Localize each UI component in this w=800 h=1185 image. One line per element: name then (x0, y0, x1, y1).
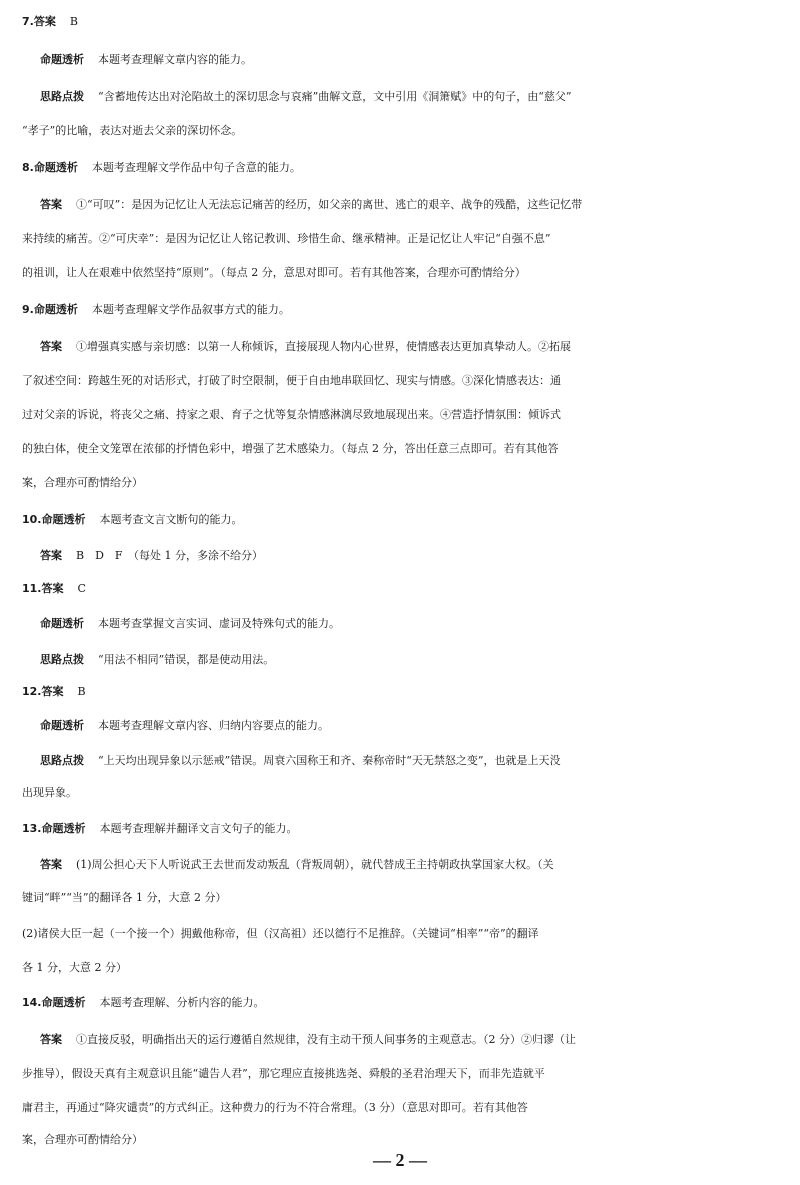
q9-intent-row (22, 300, 800, 320)
q13-answer-line1: (1)周公担心天下人听说武王去世而发动叛乱（背叛周朝），就代替成王主持朝政执掌国家大权。（关 (76, 858, 554, 871)
q10-intent: 本题考查文言文断句的能力。 (99, 513, 243, 526)
q10-answer-label: 答案 (40, 549, 62, 562)
q11-answer-label: 答案 (41, 582, 64, 595)
q14-answer-label: 答案 (40, 1033, 62, 1046)
q12-number: 12. (22, 685, 42, 698)
q12-answer: B (77, 685, 86, 698)
q7-intent-label: 命题透析 (40, 53, 84, 66)
q8-answer-label: 答案 (40, 198, 62, 211)
q9-intent: 本题考查理解文学作品叙事方式的能力。 (91, 303, 290, 316)
q13-number: 13. (22, 822, 42, 835)
q14-intent-row (22, 993, 800, 1013)
q7-hint-label: 思路点拨 (40, 90, 84, 103)
q10-number: 10. (22, 513, 42, 526)
q14-answer-line2: 步推导），假设天真有主观意识且能“谴告人君”，那它理应直接挑选尧、舜般的圣君治理天下，而非先造就平 (22, 1067, 545, 1080)
q8-intent-label: 命题透析 (33, 161, 78, 174)
q9-answer-row (40, 337, 800, 357)
q7-hint-line2: “孝子”的比喻，表达对逝去父亲的深切怀念。 (22, 124, 243, 137)
q9-answer-line4: 的独白体，使全文笼罩在浓郁的抒情色彩中，增强了艺术感染力。（每点 2 分，答出任意三点即可。若有其他答 (22, 442, 559, 455)
q13-intent-row (22, 819, 800, 839)
q7-number: 7. (22, 15, 34, 28)
q8-intent: 本题考查理解文学作品中句子含意的能力。 (91, 161, 301, 174)
q11-answer-row (22, 579, 800, 599)
q12-hint-line2: 出现异象。 (22, 786, 77, 799)
q12-intent-label: 命题透析 (40, 719, 84, 732)
q9-intent-label: 命题透析 (33, 303, 78, 316)
q14-answer-row (40, 1030, 800, 1050)
q13-answer-line2: 键词“畔”“当”的翻译各 1 分，大意 2 分） (22, 891, 227, 904)
q13-answer-line4: 各 1 分，大意 2 分） (22, 961, 127, 974)
q8-number: 8. (22, 161, 34, 174)
q12-hint-line1: “上天均出现异象以示惩戒”错误。周衰六国称王和齐、秦称帝时“天无禁怒之变”，也就是上天没 (98, 754, 561, 767)
q10-intent-row (22, 510, 800, 530)
q14-intent: 本题考查理解、分析内容的能力。 (99, 996, 265, 1009)
q8-answer-line3: 的祖训，让人在艰难中依然坚持“原则”。（每点 2 分，意思对即可。若有其他答案，合理亦可酌情给分） (22, 266, 526, 279)
q14-answer-line4: 案，合理亦可酌情给分） (22, 1133, 143, 1146)
q10-answer-row (40, 546, 800, 566)
q7-hint-line1: “含蓄地传达出对沦陷故土的深切思念与哀痛”曲解文意，文中引用《洞箫赋》中的句子，由“慈父” (98, 90, 572, 103)
q7-answer: B (69, 15, 78, 28)
q14-intent-label: 命题透析 (41, 996, 86, 1009)
q14-answer-line1: ①直接反驳，明确指出天的运行遵循自然规律，没有主动干预人间事务的主观意志。（2 分）②归谬（让 (76, 1033, 576, 1046)
q7-hint-row (40, 87, 800, 107)
q7-answer-row (22, 12, 800, 32)
q9-answer-line3: 过对父亲的诉说，将丧父之痛、持家之艰、育子之忧等复杂情感淋漓尽致地展现出来。④营造抒情氛围：倾诉式 (22, 408, 561, 421)
q8-intent-row (22, 158, 800, 178)
q9-answer-line5: 案，合理亦可酌情给分） (22, 476, 143, 489)
q8-answer-line2: 来持续的痛苦。②“可庆幸”：是因为记忆让人铭记教训、珍惜生命、继承精神。正是记忆让人牢记“自强不息” (22, 232, 551, 245)
q11-intent: 本题考查掌握文言实词、虚词及特殊句式的能力。 (98, 617, 340, 630)
q10-intent-label: 命题透析 (41, 513, 86, 526)
q10-answer: B D F （每处 1 分，多涂不给分） (76, 549, 264, 562)
q7-intent: 本题考查理解文章内容的能力。 (98, 53, 252, 66)
q11-hint-row (40, 650, 800, 670)
q11-hint: “用法不相同”错误，都是使动用法。 (98, 653, 275, 666)
q11-intent-row (40, 614, 800, 634)
q12-answer-label: 答案 (41, 685, 64, 698)
q12-hint-label: 思路点拨 (40, 754, 84, 767)
q7-answer-label: 答案 (33, 15, 56, 28)
q8-answer-line1: ①“可叹”：是因为记忆让人无法忘记痛苦的经历，如父亲的离世、逃亡的艰辛、战争的残酷，这些记忆带 (76, 198, 583, 211)
q7-intent-row (40, 50, 800, 70)
q12-intent-row (40, 716, 800, 736)
q9-answer-line1: ①增强真实感与亲切感：以第一人称倾诉，直接展现人物内心世界，使情感表达更加真挚动人。②拓展 (76, 340, 571, 353)
q13-answer-line3: (2)诸侯大臣一起（一个接一个）拥戴他称帝，但（汉高祖）还以德行不足推辞。（关键词“相率”“帝”的翻译 (22, 927, 539, 940)
q11-hint-label: 思路点拨 (40, 653, 84, 666)
q11-intent-label: 命题透析 (40, 617, 84, 630)
q13-intent: 本题考查理解并翻译文言文句子的能力。 (99, 822, 298, 835)
q14-number: 14. (22, 996, 42, 1009)
q12-hint-row (40, 751, 800, 771)
page-number: — 2 — (373, 1150, 427, 1170)
q11-number: 11. (22, 582, 42, 595)
q8-answer-row (40, 195, 800, 215)
q9-number: 9. (22, 303, 34, 316)
q14-answer-line3: 庸君主，再通过“降灾谴责”的方式纠正。这种费力的行为不符合常理。（3 分）（意思对即可。若有其他答 (22, 1101, 528, 1114)
q13-intent-label: 命题透析 (41, 822, 86, 835)
q9-answer-line2: 了叙述空间：跨越生死的对话形式，打破了时空限制，便于自由地串联回忆、现实与情感。③深化情感表达：通 (22, 374, 561, 387)
q9-answer-label: 答案 (40, 340, 62, 353)
q12-answer-row (22, 682, 800, 702)
q11-answer: C (77, 582, 86, 595)
q13-answer-label: 答案 (40, 858, 62, 871)
q13-answer-row (40, 855, 800, 875)
q12-intent: 本题考查理解文章内容、归纳内容要点的能力。 (98, 719, 329, 732)
